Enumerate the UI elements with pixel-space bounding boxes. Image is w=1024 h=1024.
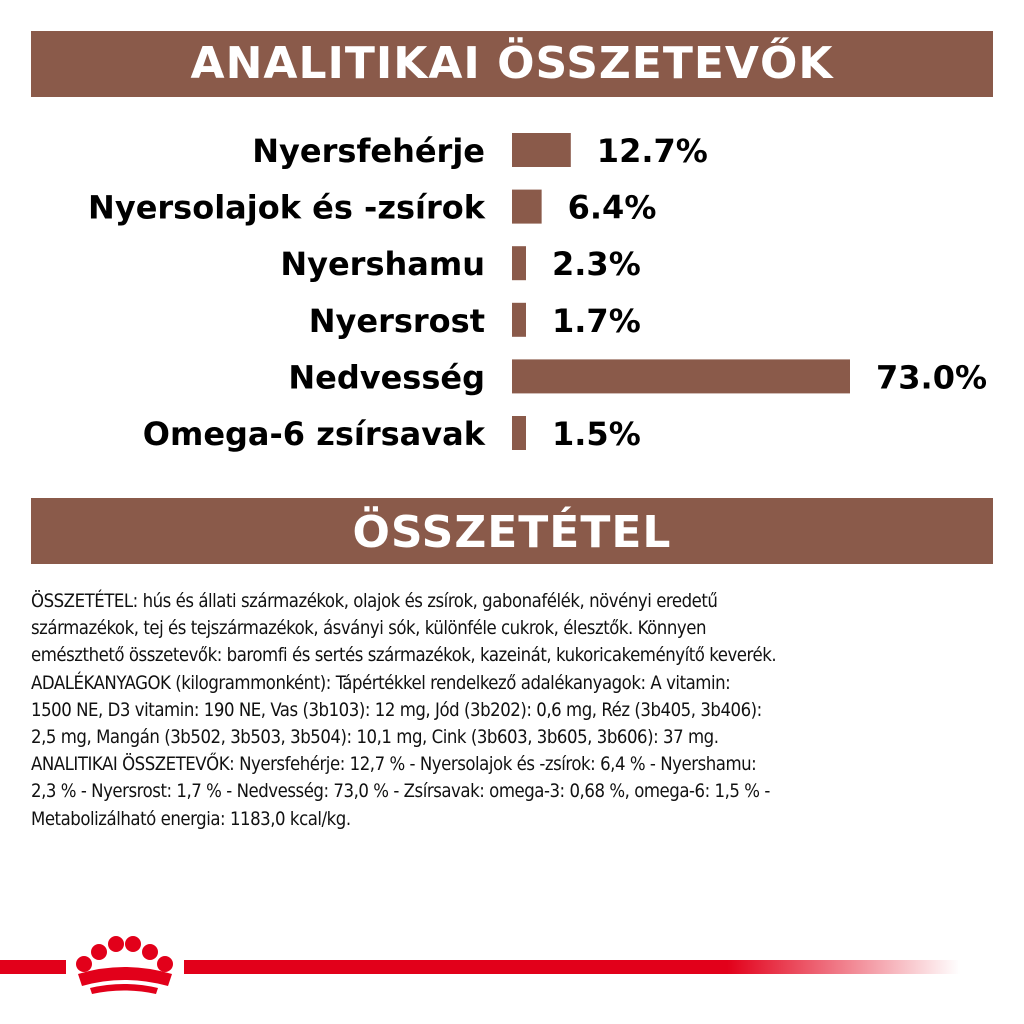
analytic-header: ANALITIKAI ÖSSZETEVŐK: [31, 31, 993, 97]
brand-stripe-left: [0, 960, 66, 974]
category-label-nedvesseg: Nedvesség: [288, 358, 485, 397]
bar-nyershamu: [512, 246, 526, 280]
brand-stripe-right: [184, 960, 960, 974]
royal-crown-icon: [76, 936, 173, 994]
composition-line: ADALÉKANYAGOK (kilogrammonként): Tápértékkel rendelkező adalékanyagok: A vitamin:: [31, 672, 731, 694]
bar-nyersolajok-es-zsirok: [512, 190, 542, 224]
composition-line: 1500 NE, D3 vitamin: 190 NE, Vas (3b103): 12 mg, Jód (3b202): 0,6 mg, Réz (3b405, 3b406):: [31, 699, 762, 721]
composition-line: ANALITIKAI ÖSSZETEVŐK: Nyersfehérje: 12,7 % - Nyersolajok és -zsírok: 6,4 % - Nyershamu:: [31, 754, 757, 776]
brand-footer: [0, 930, 1024, 1000]
value-label-nyershamu: 2.3%: [552, 245, 641, 284]
category-label-omega-6-zsirsavak: Omega-6 zsírsavak: [142, 415, 485, 453]
composition-line: 2,5 mg, Mangán (3b502, 3b503, 3b504): 10,1 mg, Cink (3b603, 3b605, 3b606): 37 mg.: [31, 727, 719, 749]
bar-nyersrost: [512, 303, 526, 337]
value-label-nyersfeherje: 12.7%: [596, 132, 708, 170]
analytic-bar-chart: [0, 115, 1024, 475]
bar-omega-6-zsirsavak: [512, 416, 526, 450]
composition-line: származékok, tej és tejszármazékok, ásványi sók, különféle cukrok, élesztők. Könnyen: [31, 618, 706, 640]
bar-nedvesseg: [512, 359, 850, 393]
category-label-nyersrost: Nyersrost: [308, 301, 485, 340]
value-label-nyersrost: 1.7%: [552, 301, 641, 340]
composition-line: Metabolizálható energia: 1183,0 kcal/kg.: [31, 808, 351, 830]
composition-text: [31, 588, 993, 833]
value-label-nyersolajok-es-zsirok: 6.4%: [567, 188, 657, 227]
value-label-omega-6-zsirsavak: 1.5%: [552, 415, 641, 453]
composition-line: emészthető összetevők: baromfi és sertés származékok, kazeinát, kukoricakeményítő keverék.: [31, 645, 777, 667]
value-label-nedvesseg: 73.0%: [876, 358, 988, 397]
bar-nyersfeherje: [512, 133, 571, 167]
category-label-nyersolajok-es-zsirok: Nyersolajok és -zsírok: [88, 188, 485, 227]
composition-line: ÖSSZETÉTEL: hús és állati származékok, olajok és zsírok, gabonafélék, növényi eredetű: [31, 591, 718, 612]
composition-header: ÖSSZETÉTEL: [31, 498, 993, 564]
composition-line: 2,3 % - Nyersrost: 1,7 % - Nedvesség: 73,0 % - Zsírsavak: omega-3: 0,68 %, omega-6: 1,5 % -: [31, 781, 770, 803]
category-label-nyersfeherje: Nyersfehérje: [252, 132, 485, 170]
category-label-nyershamu: Nyershamu: [280, 245, 485, 284]
